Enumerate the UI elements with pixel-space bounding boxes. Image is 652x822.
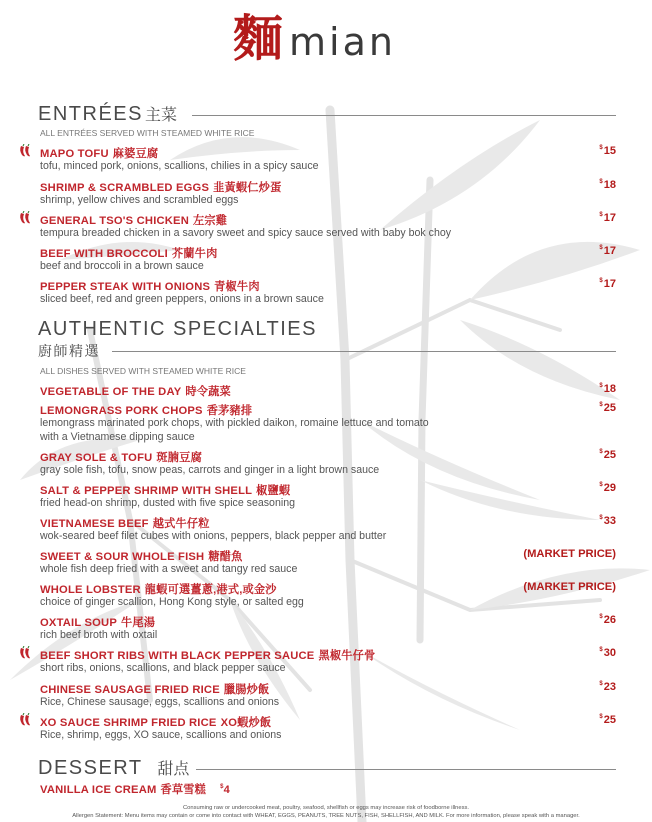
menu-item (40, 548, 616, 578)
item-name: BEEF WITH BROCCOLI 芥蘭牛肉 (40, 248, 218, 260)
item-price: $25 (599, 714, 616, 726)
item-name: SWEET & SOUR WHOLE FISH 糖醋魚 (40, 551, 243, 563)
dessert-rule (196, 769, 616, 770)
section-title-dessert (38, 756, 189, 780)
item-name: VIETNAMESE BEEF 越式牛仔粒 (40, 518, 210, 530)
menu-item (40, 781, 340, 797)
footer-allergen: Allergen Statement: Menu items may contain or come into contact with WHEAT, EGGS, PEANUTS, TREE NUTS, FISH, SHELLFISH, AND MILK. For more information, please speak with a manager. (72, 813, 580, 819)
item-desc: sliced beef, red and green peppers, onions in a brown sauce (40, 293, 324, 305)
menu-item (40, 212, 616, 242)
item-desc: fried head-on shrimp, dusted with five spice seasoning (40, 497, 295, 509)
item-desc: lemongrass marinated pork chops, with pickled daikon, romaine lettuce and tomato (40, 417, 429, 429)
menu-item (40, 402, 616, 444)
item-desc: rich beef broth with oxtail (40, 629, 158, 641)
item-price: $23 (599, 681, 616, 693)
item-name: LEMONGRASS PORK CHOPS 香茅豬排 (40, 405, 253, 417)
item-price: $29 (599, 482, 616, 494)
entrees-title-cn: 主菜 (144, 107, 177, 124)
item-price: (MARKET PRICE) (523, 581, 616, 593)
item-price: $18 (599, 179, 616, 191)
item-desc: gray sole fish, tofu, snow peas, carrots and ginger in a light brown sauce (40, 464, 380, 476)
item-name: GRAY SOLE & TOFU 斑腩豆腐 (40, 452, 202, 464)
section-title-entrees (38, 102, 177, 126)
chili-icon (18, 646, 32, 660)
section-title-specialties (38, 318, 317, 341)
item-name: XO SAUCE SHRIMP FRIED RICE XO蝦炒飯 (40, 717, 272, 729)
specialties-title: AUTHENTIC SPECIALTIES (38, 318, 317, 340)
dessert-title: DESSERT (38, 757, 143, 779)
menu-item (40, 515, 616, 545)
chili-icon (18, 211, 32, 225)
menu-item (40, 581, 616, 611)
item-name: CHINESE SAUSAGE FRIED RICE 臘腸炒飯 (40, 684, 270, 696)
entrees-note: ALL ENTRÉES SERVED WITH STEAMED WHITE RICE (40, 128, 255, 138)
item-desc: beef and broccoli in a brown sauce (40, 260, 204, 272)
item-desc-line2: with a Vietnamese dipping sauce (40, 431, 195, 443)
menu-item (40, 714, 616, 744)
menu-item (40, 278, 616, 308)
item-price: $33 (599, 515, 616, 527)
item-price: $18 (599, 383, 616, 395)
item-price: $15 (599, 145, 616, 157)
item-desc: whole fish deep fried with a sweet and tangy red sauce (40, 563, 298, 575)
chili-icon (18, 144, 32, 158)
item-name: MAPO TOFU 麻婆豆腐 (40, 148, 159, 160)
item-price: $30 (599, 647, 616, 659)
item-price: $25 (599, 402, 616, 414)
item-desc: wok-seared beef filet cubes with onions, peppers, black pepper and butter (40, 530, 387, 542)
menu-item (40, 647, 616, 677)
item-name: SHRIMP & SCRAMBLED EGGS 韭黃蝦仁炒蛋 (40, 182, 282, 194)
item-desc: Rice, Chinese sausage, eggs, scallions and onions (40, 696, 280, 708)
item-desc: tempura breaded chicken in a savory sweet and spicy sauce served with baby bok choy (40, 227, 452, 239)
item-name: OXTAIL SOUP 牛尾湯 (40, 617, 156, 629)
item-price: $17 (599, 245, 616, 257)
item-name: SALT & PEPPER SHRIMP WITH SHELL 椒鹽蝦 (40, 485, 291, 497)
specialties-note: ALL DISHES SERVED WITH STEAMED WHITE RICE (40, 366, 246, 376)
item-desc: tofu, minced pork, onions, scallions, chilies in a spicy sauce (40, 160, 319, 172)
menu-item (40, 482, 616, 512)
menu-item (40, 179, 616, 209)
menu-item (40, 614, 616, 644)
item-price: (MARKET PRICE) (523, 548, 616, 560)
item-name: VANILLA ICE CREAM 香草雪糕 $4 (40, 784, 230, 796)
entrees-title: ENTRÉES (38, 103, 143, 125)
item-desc: short ribs, onions, scallions, and black pepper sauce (40, 662, 286, 674)
menu-item (40, 449, 616, 479)
brand-logo-word: mian (289, 20, 396, 64)
item-name: VEGETABLE OF THE DAY 時令蔬菜 (40, 386, 231, 398)
menu-item (40, 681, 616, 711)
item-name: PEPPER STEAK WITH ONIONS 青椒牛肉 (40, 281, 260, 293)
item-desc: choice of ginger scallion, Hong Kong style, or salted egg (40, 596, 304, 608)
item-price: $25 (599, 449, 616, 461)
item-desc: shrimp, yellow chives and scrambled eggs (40, 194, 239, 206)
dessert-title-cn: 甜点 (157, 761, 190, 778)
footer-disclaimer: Consuming raw or undercooked meat, poultry, seafood, shellfish or eggs may increase risk of foodborne illness. (182, 805, 470, 811)
menu-item (40, 145, 616, 175)
menu-item (40, 245, 616, 275)
item-price: $17 (599, 278, 616, 290)
item-name: WHOLE LOBSTER 龍蝦可選薑蔥,港式,或金沙 (40, 584, 277, 596)
item-desc: Rice, shrimp, eggs, XO sauce, scallions and onions (40, 729, 282, 741)
item-price: $26 (599, 614, 616, 626)
brand-logo-char: 麵 (233, 9, 283, 68)
item-name: GENERAL TSO'S CHICKEN 左宗雞 (40, 215, 228, 227)
brand-logo (233, 8, 396, 70)
entrees-rule (192, 115, 616, 116)
item-name: BEEF SHORT RIBS WITH BLACK PEPPER SAUCE 黑椒牛仔骨 (40, 650, 376, 662)
item-price: $17 (599, 212, 616, 224)
specialties-rule (112, 351, 616, 352)
specialties-title-cn: 廚師精選 (38, 343, 100, 359)
chili-icon (18, 713, 32, 727)
